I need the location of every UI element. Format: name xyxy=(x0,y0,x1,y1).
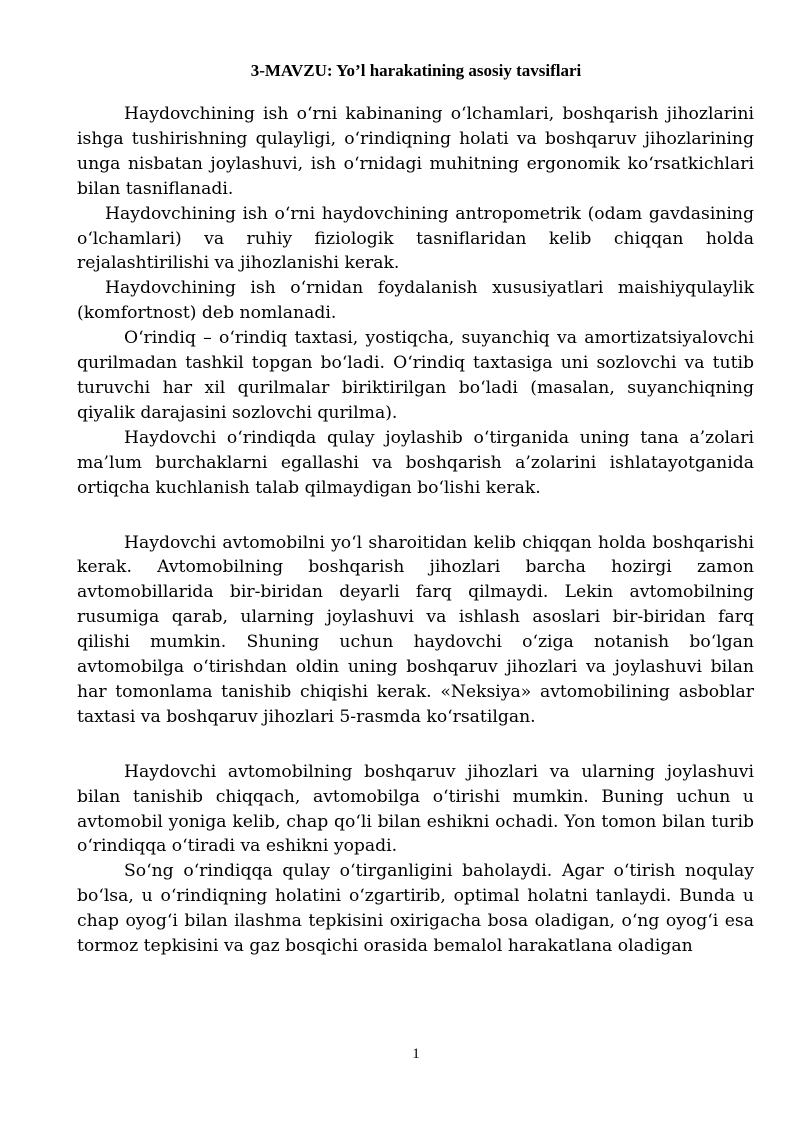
paragraph-seat-description: O‘rindiq – o‘rindiq taxtasi, yostiqcha, suyanchiq va amortizatsiyalovchi qurilmadan tashkil topgan bo‘ladi. O‘rindiq taxtasiga uni sozlovchi va tutib turuvchi har xil qurilmalar biriktirilgan bo‘ladi (masalan, suyanchiqning qiyalik darajasini sozlovchi qurilma). xyxy=(77,328,754,423)
paragraph-comfort: Haydovchining ish o‘rnidan foydalanish xususiyatlari maishiyqulaylik (komfortnost) deb nomlanadi. xyxy=(77,278,754,324)
paragraph-anthropometric-planning: Haydovchining ish o‘rni haydovchining antropometrik (odam gavdasining o‘lchamlari) va ruhiy fiziologik tasniflaridan kelib chiqqan holda rejalashtirilishi va jihozlanishi kerak. xyxy=(77,203,754,274)
paragraph-gap xyxy=(77,730,754,760)
document-body xyxy=(77,102,754,959)
paragraph-vehicle-controls: Haydovchi avtomobilni yo‘l sharoitidan kelib chiqqan holda boshqarishi kerak. Avtomobilning boshqarish jihozlari barcha hozirgi zamon avtomobillarida bir-biridan deyarli farq qilmaydi. Lekin avtomobilning rusumiga qarab, ularning joylashuvi va ishlash asoslari bir-biridan farq qilishi mumkin. Shuning uchun haydovchi o‘ziga notanish bo‘lgan avtomobilga o‘tirishdan oldin uning boshqaruv jihozlari va joylashuvi bilan har tomonlama tanishib chiqishi kerak. «Neksiya» avtomobilining asboblar taxtasi va boshqaruv jihozlari 5-rasmda ko‘rsatilgan. xyxy=(77,532,754,727)
document-title: 3-MAVZU: Yo’l harakatining asosiy tavsiflari xyxy=(250,61,582,80)
paragraph-gap xyxy=(77,501,754,531)
page-number: 1 xyxy=(412,1046,420,1062)
paragraph-workplace-definition: Haydovchining ish o‘rni kabinaning o‘lchamlari, boshqarish jihozlarini ishga tushirishning qulayligi, o‘rindiqning holati va boshqaruv jihozlarining unga nisbatan joylashuvi, ish o‘rnidagi muhitning ergonomik ko‘rsatkichlari bilan tasniflanadi. xyxy=(77,104,754,199)
paragraph-entering-vehicle: Haydovchi avtomobilning boshqaruv jihozlari va ularning joylashuvi bilan tanishib chiqqach, avtomobilga o‘tirishi mumkin. Buning uchun u avtomobil yoniga kelib, chap qo‘li bilan eshikni ochadi. Yon tomon bilan turib o‘rindiqqa o‘tiradi va eshikni yopadi. xyxy=(77,761,754,857)
paragraph-seating-posture: Haydovchi o‘rindiqda qulay joylashib o‘tirganida uning tana a’zolari ma’lum burchaklarni egallashi va boshqarish a’zolarini ishlatayotganida ortiqcha kuchlanish talab qilmaydigan bo‘lishi kerak. xyxy=(77,427,754,498)
paragraph-seat-adjustment: So‘ng o‘rindiqqa qulay o‘tirganligini baholaydi. Agar o‘tirish noqulay bo‘lsa, u o‘rindiqning holatini o‘zgartirib, optimal holatni tanlaydi. Bunda u chap oyog‘i bilan ilashma tepkisini oxirigacha bosa oladigan, o‘ng oyog‘i esa tormoz tepkisini va gaz bosqichi orasida bemalol harakatlana oladigan xyxy=(77,861,754,957)
